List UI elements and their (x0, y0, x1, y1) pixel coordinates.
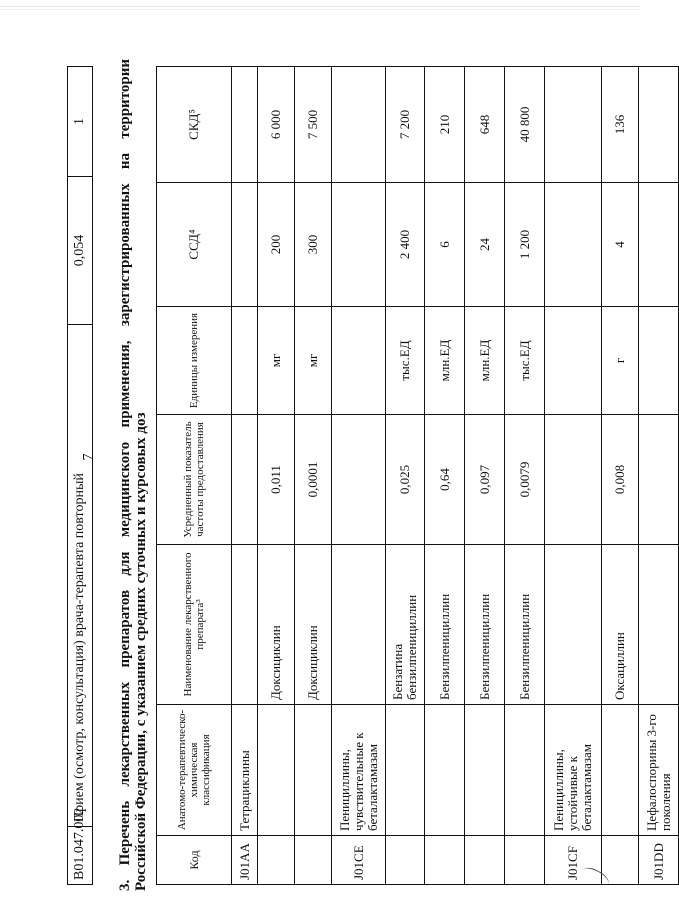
cell-skd (639, 67, 679, 183)
header-skd: СКД⁵ (157, 67, 232, 183)
cell-skd: 648 (465, 67, 505, 183)
cell-atc (505, 705, 545, 836)
cell-skd (545, 67, 602, 183)
table-row (386, 67, 425, 885)
cell-frequency: 0,0079 (505, 415, 545, 545)
cell-code: J01CE (332, 836, 386, 885)
cell-drug: Доксициклин (295, 545, 332, 705)
cell-unit: млн.ЕД (465, 307, 505, 415)
header-code: Код (157, 836, 232, 885)
cell-atc: Тетрациклины (232, 705, 258, 836)
service-code: B01.047.002 (68, 827, 93, 885)
table-row (332, 67, 386, 885)
cell-frequency (639, 415, 679, 545)
cell-skd: 7 200 (386, 67, 425, 183)
cell-ssd (232, 183, 258, 307)
cell-unit: тыс.ЕД (386, 307, 425, 415)
cell-unit (545, 307, 602, 415)
cell-code (465, 836, 505, 885)
service-row (68, 67, 93, 885)
cell-ssd: 200 (258, 183, 295, 307)
cell-code: J01AA (232, 836, 258, 885)
table-row (505, 67, 545, 885)
cell-atc (295, 705, 332, 836)
cell-atc (425, 705, 465, 836)
cell-skd (332, 67, 386, 183)
cell-ssd: 300 (295, 183, 332, 307)
cell-ssd: 6 (425, 183, 465, 307)
cell-atc (386, 705, 425, 836)
cell-ssd: 1 200 (505, 183, 545, 307)
table-row (602, 67, 639, 885)
service-row-table (67, 66, 93, 885)
cell-frequency: 0,097 (465, 415, 505, 545)
cell-atc: Пенициллины, чувствительные к беталактамазам (332, 705, 386, 836)
cell-skd (232, 67, 258, 183)
cell-drug: Бензатина бензилпенициллин (386, 545, 425, 705)
cell-ssd: 24 (465, 183, 505, 307)
table-row (232, 67, 258, 885)
table-row (639, 67, 679, 885)
cell-ssd: 4 (602, 183, 639, 307)
cell-unit (639, 307, 679, 415)
cell-atc (258, 705, 295, 836)
page-number: 7 (81, 453, 96, 461)
cell-unit (232, 307, 258, 415)
table-row (425, 67, 465, 885)
header-ssd: ССД⁴ (157, 183, 232, 307)
cell-code (295, 836, 332, 885)
cell-ssd: 2 400 (386, 183, 425, 307)
cell-frequency: 0,0001 (295, 415, 332, 545)
table-row (295, 67, 332, 885)
cell-drug (639, 545, 679, 705)
cell-skd: 210 (425, 67, 465, 183)
table-row (465, 67, 505, 885)
cell-drug (545, 545, 602, 705)
cell-atc (465, 705, 505, 836)
cell-unit: мг (258, 307, 295, 415)
cell-code (258, 836, 295, 885)
cell-ssd (639, 183, 679, 307)
cell-skd: 6 000 (258, 67, 295, 183)
cell-frequency (332, 415, 386, 545)
table-header-row (157, 67, 232, 885)
cell-code: J01CF (545, 836, 602, 885)
cell-drug: Оксациллин (602, 545, 639, 705)
cell-skd: 136 (602, 67, 639, 183)
header-drug: Наименование лекарственного препарата³ (157, 545, 232, 705)
cell-unit: тыс.ЕД (505, 307, 545, 415)
service-frequency: 0,054 (68, 177, 93, 325)
drug-table (156, 66, 679, 885)
cell-unit: млн.ЕД (425, 307, 465, 415)
cell-drug: Бензилпенициллин (425, 545, 465, 705)
header-unit: Единицы измерения (157, 307, 232, 415)
table-row (545, 67, 602, 885)
header-atc: Анатомо-терапевтическо-химическая классификация (157, 705, 232, 836)
cell-atc (602, 705, 639, 836)
cell-unit (332, 307, 386, 415)
cell-drug (332, 545, 386, 705)
cell-ssd (545, 183, 602, 307)
cell-code: J01DD (639, 836, 679, 885)
header-frequency: Усредненный показатель частоты предоставления (157, 415, 232, 545)
cell-skd: 40 800 (505, 67, 545, 183)
section-heading (117, 59, 149, 891)
cell-code (425, 836, 465, 885)
cell-atc: Пенициллины, устойчивые к беталактамазам (545, 705, 602, 836)
section-heading-line-1: 3. Перечень лекарственных препаратов для медицинского применения, зарегистрированных на территории (117, 59, 133, 891)
cell-atc: Цефалоспорины 3-го поколения (639, 705, 679, 836)
cell-frequency (232, 415, 258, 545)
service-multiplicity: 1 (68, 67, 93, 177)
cell-unit: мг (295, 307, 332, 415)
cell-drug (232, 545, 258, 705)
cell-drug: Бензилпенициллин (505, 545, 545, 705)
cell-frequency (545, 415, 602, 545)
cell-code (386, 836, 425, 885)
cell-frequency: 0,64 (425, 415, 465, 545)
cell-ssd (332, 183, 386, 307)
cell-unit: г (602, 307, 639, 415)
cell-frequency: 0,025 (386, 415, 425, 545)
cell-frequency: 0,008 (602, 415, 639, 545)
cell-drug: Бензилпенициллин (465, 545, 505, 705)
table-row (258, 67, 295, 885)
section-heading-line-2: Российской Федерации, с указанием средних суточных и курсовых доз (133, 412, 149, 891)
cell-drug: Доксициклин (258, 545, 295, 705)
cell-skd: 7 500 (295, 67, 332, 183)
cell-code (505, 836, 545, 885)
service-name: Прием (осмотр, консультация) врача-терапевта повторный (68, 325, 93, 827)
cell-frequency: 0,011 (258, 415, 295, 545)
